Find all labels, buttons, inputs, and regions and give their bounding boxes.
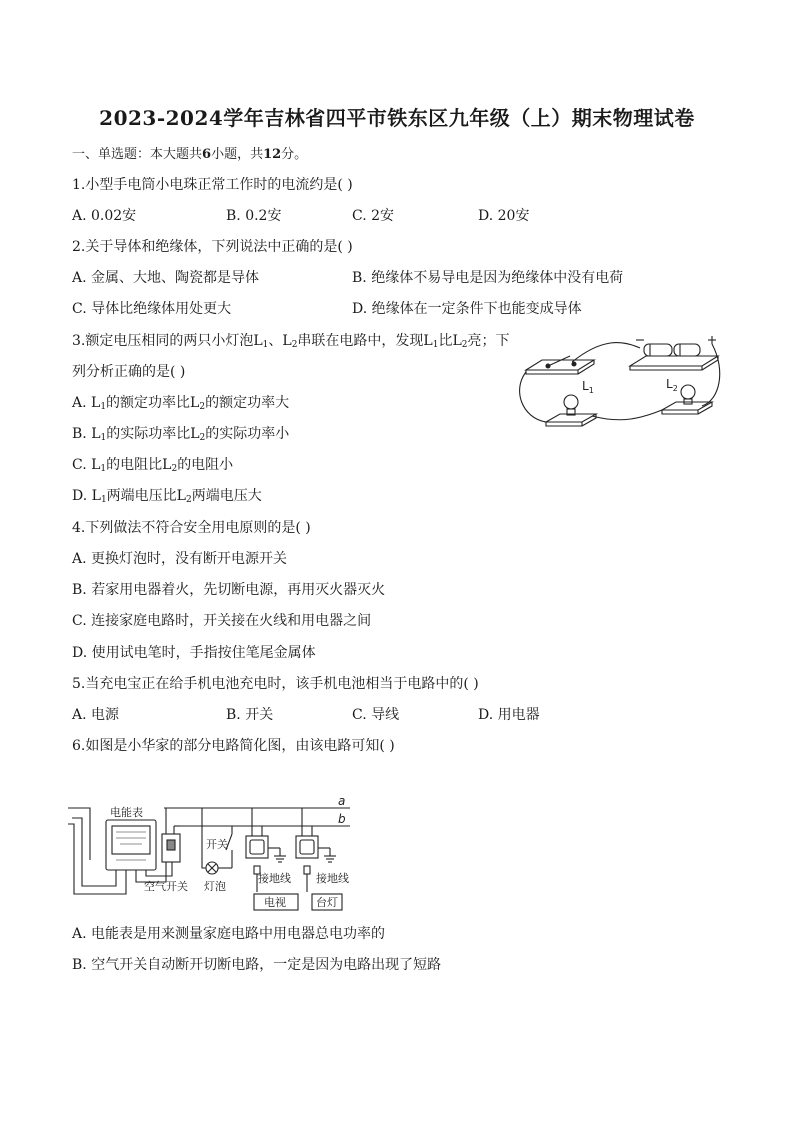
lamp-l2-bulb <box>681 385 695 399</box>
q3-option-c[interactable]: C. $L_1$的电阻比$L_2$的电阻小 <box>72 457 234 474</box>
socket-tv <box>246 836 268 858</box>
label-ground-2: 接地线 <box>316 872 349 885</box>
battery-cell-1 <box>644 344 672 356</box>
switch-board-edge <box>526 370 578 374</box>
q3-option-d[interactable]: D. $L_1$两端电压比$L_2$两端电压大 <box>72 488 262 505</box>
q1-option-b[interactable]: B. 0.2安 <box>226 208 282 224</box>
question-3-stem-line2: 列分析正确的是( ) <box>72 364 186 380</box>
wire-middle <box>592 410 662 420</box>
wire-right <box>702 344 720 406</box>
wire-top <box>572 343 640 362</box>
q3-option-a[interactable]: A. $L_1$的额定功率比$L_2$的额定功率大 <box>72 395 290 412</box>
q4-option-a[interactable]: A. 更换灯泡时，没有断开电源开关 <box>72 551 288 567</box>
label-ground-1: 接地线 <box>258 872 291 885</box>
label-air-switch: 空气开关 <box>144 880 188 893</box>
question-2-stem: 2.关于导体和绝缘体，下列说法中正确的是( ) <box>72 239 353 255</box>
q2-option-a[interactable]: A. 金属、大地、陶瓷都是导体 <box>72 270 260 286</box>
q2-option-c[interactable]: C. 导体比绝缘体用处更大 <box>72 301 232 317</box>
label-tv: 电视 <box>264 896 286 909</box>
label-l1: $L_1$ <box>582 379 594 395</box>
label-line-b: b <box>338 812 346 826</box>
label-l2: $L_2$ <box>666 377 678 393</box>
question-3-stem: 3.额定电压相同的两只小灯泡$L_1$、$L_2$串联在电路中，发现$L_1$比$L_2$亮；下 <box>72 333 510 350</box>
q5-option-d[interactable]: D. 用电器 <box>478 707 540 723</box>
lamp-l2-board <box>662 402 712 410</box>
q1-option-c[interactable]: C. 2安 <box>352 208 395 224</box>
q2-option-b[interactable]: B. 绝缘体不易导电是因为绝缘体中没有电荷 <box>352 270 624 286</box>
label-line-a: a <box>338 794 346 808</box>
q1-option-d[interactable]: D. 20安 <box>478 208 530 224</box>
battery-board <box>630 356 718 366</box>
q5-option-b[interactable]: B. 开关 <box>226 707 274 723</box>
label-switch: 开关 <box>206 838 228 851</box>
q2-option-d[interactable]: D. 绝缘体在一定条件下也能变成导体 <box>352 301 582 317</box>
q6-option-a[interactable]: A. 电能表是用来测量家庭电路中用电器总电功率的 <box>72 926 386 942</box>
battery-cell-2 <box>674 344 700 356</box>
label-lamp: 台灯 <box>316 896 338 909</box>
section-heading: 一、单选题：本大题共6小题，共12分。 <box>72 147 308 162</box>
question-1-stem: 1.小型手电筒小电珠正常工作时的电流约是( ) <box>72 177 353 193</box>
question-5-stem: 5.当充电宝正在给手机电池充电时，该手机电池相当于电路中的( ) <box>72 676 479 692</box>
q5-option-a[interactable]: A. 电源 <box>72 707 120 723</box>
question-4-stem: 4.下列做法不符合安全用电原则的是( ) <box>72 520 311 536</box>
q1-option-a[interactable]: A. 0.02安 <box>72 208 137 224</box>
question-6-stem: 6.如图是小华家的部分电路简化图，由该电路可知( ) <box>72 738 395 754</box>
q4-option-b[interactable]: B. 若家用电器着火，先切断电源，再用灭火器灭火 <box>72 582 386 598</box>
series-circuit-figure <box>512 330 726 438</box>
q5-option-c[interactable]: C. 导线 <box>352 707 400 723</box>
exam-title: 2023-2024学年吉林省四平市铁东区九年级（上）期末物理试卷 <box>99 106 695 130</box>
label-meter: 电能表 <box>110 806 143 819</box>
meter-display <box>112 826 150 854</box>
energy-meter <box>106 820 156 870</box>
household-circuit-figure <box>68 790 358 914</box>
wire-left <box>520 372 546 422</box>
q3-option-b[interactable]: B. $L_1$的实际功率比$L_2$的实际功率小 <box>72 426 290 443</box>
q4-option-c[interactable]: C. 连接家庭电路时，开关接在火线和用电器之间 <box>72 613 372 629</box>
q6-option-b[interactable]: B. 空气开关自动断开切断电路，一定是因为电路出现了短路 <box>72 957 442 973</box>
lamp-l1-bulb <box>564 395 578 409</box>
q4-option-d[interactable]: D. 使用试电笔时，手指按住笔尾金属体 <box>72 645 316 661</box>
switch-knife <box>548 356 570 366</box>
socket-lamp <box>296 836 318 858</box>
label-bulb: 灯泡 <box>204 880 226 893</box>
switch-board <box>526 360 594 370</box>
